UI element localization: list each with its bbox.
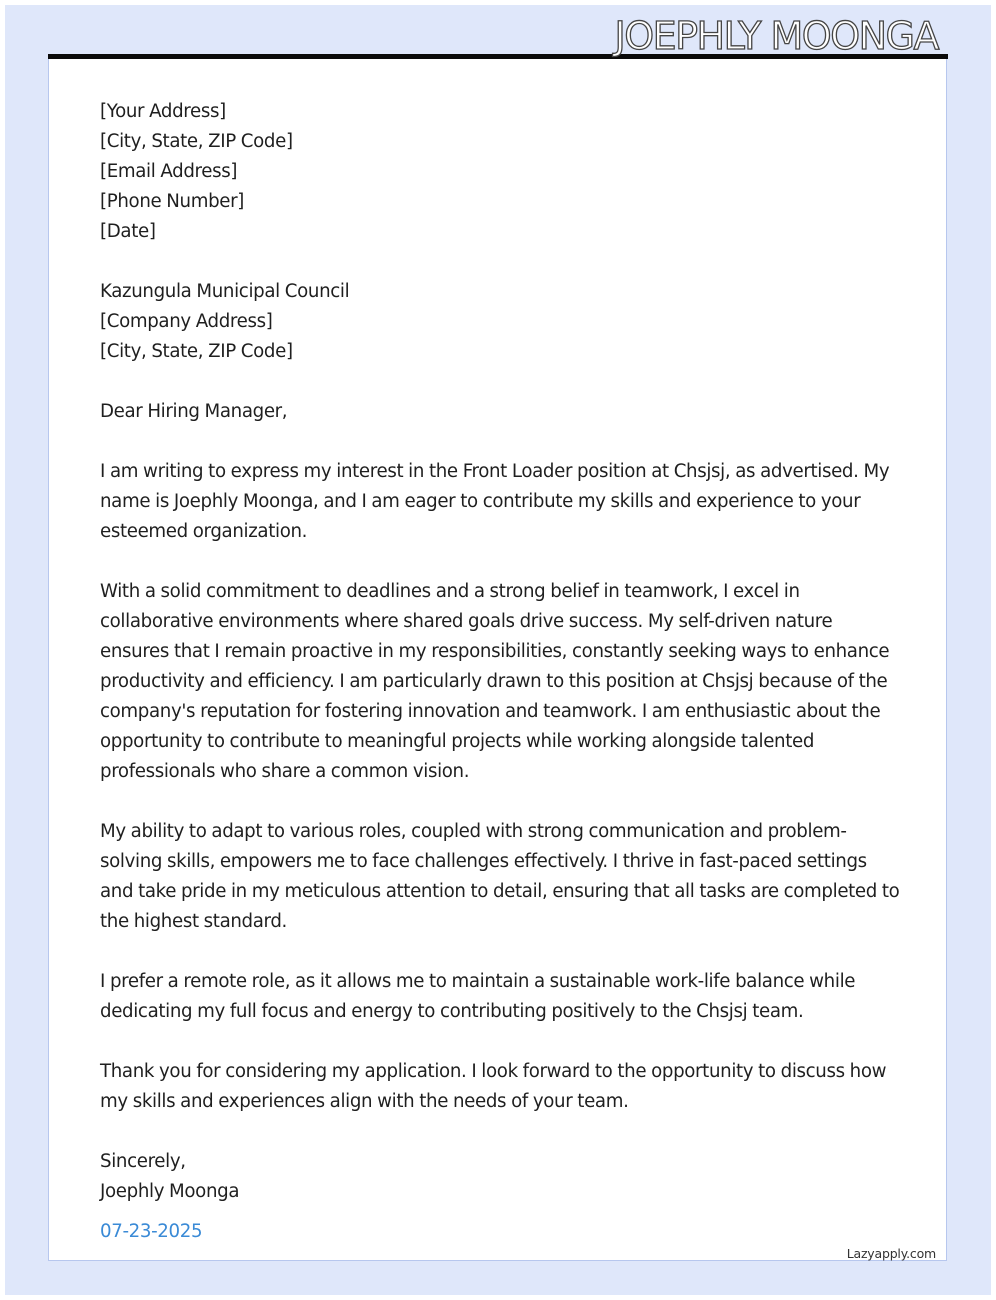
salutation: Dear Hiring Manager, xyxy=(100,401,288,422)
recipient-address: [Company Address] xyxy=(100,311,273,332)
recipient-city-state-zip: [City, State, ZIP Code] xyxy=(100,341,293,362)
body-paragraph-2: With a solid commitment to deadlines and a strong belief in teamwork, I excel in collaborative environments where shared goals drive success. My self-driven nature ensures that I remain proactive in my responsibilities, constantly seeking ways to enhance productivity and efficiency. I am particularly drawn to this position at Chsjsj because of the company's reputation for fostering innovation and teamwork. I am enthusiastic about the opportunity to contribute to meaningful projects while working alongside talented professionals who share a common vision. xyxy=(100,581,890,782)
body-paragraph-3: My ability to adapt to various roles, coupled with strong communication and problem-solving skills, empowers me to face challenges effectively. I thrive in fast-paced settings and take pride in my meticulous attention to detail, ensuring that all tasks are completed to the highest standard. xyxy=(100,821,900,932)
valediction: Sincerely, xyxy=(100,1151,186,1172)
sender-phone: [Phone Number] xyxy=(100,191,244,212)
sender-city-state-zip: [City, State, ZIP Code] xyxy=(100,131,293,152)
watermark: Lazyapply.com xyxy=(846,1246,936,1261)
sender-address: [Your Address] xyxy=(100,101,226,122)
body-paragraph-1: I am writing to express my interest in the Front Loader position at Chsjsj, as advertised. My name is Joephly Moonga, and I am eager to contribute my skills and experience to your esteemed organization. xyxy=(100,461,890,542)
body-paragraph-4: I prefer a remote role, as it allows me to maintain a sustainable work-life balance while dedicating my full focus and energy to contributing positively to the Chsjsj team. xyxy=(100,971,856,1022)
signature-name: Joephly Moonga xyxy=(100,1181,240,1202)
sender-date: [Date] xyxy=(100,221,156,242)
cover-letter-body xyxy=(100,97,900,1247)
body-paragraph-5: Thank you for considering my application. I look forward to the opportunity to discuss how my skills and experiences align with the needs of your team. xyxy=(100,1061,887,1112)
sender-email: [Email Address] xyxy=(100,161,238,182)
letter-date: 07-23-2025 xyxy=(100,1221,203,1242)
sender-block xyxy=(100,97,900,247)
applicant-name-heading: JOEPHLY MOONGA xyxy=(614,14,938,58)
recipient-block xyxy=(100,277,900,367)
closing-block xyxy=(100,1147,900,1247)
recipient-company: Kazungula Municipal Council xyxy=(100,281,350,302)
